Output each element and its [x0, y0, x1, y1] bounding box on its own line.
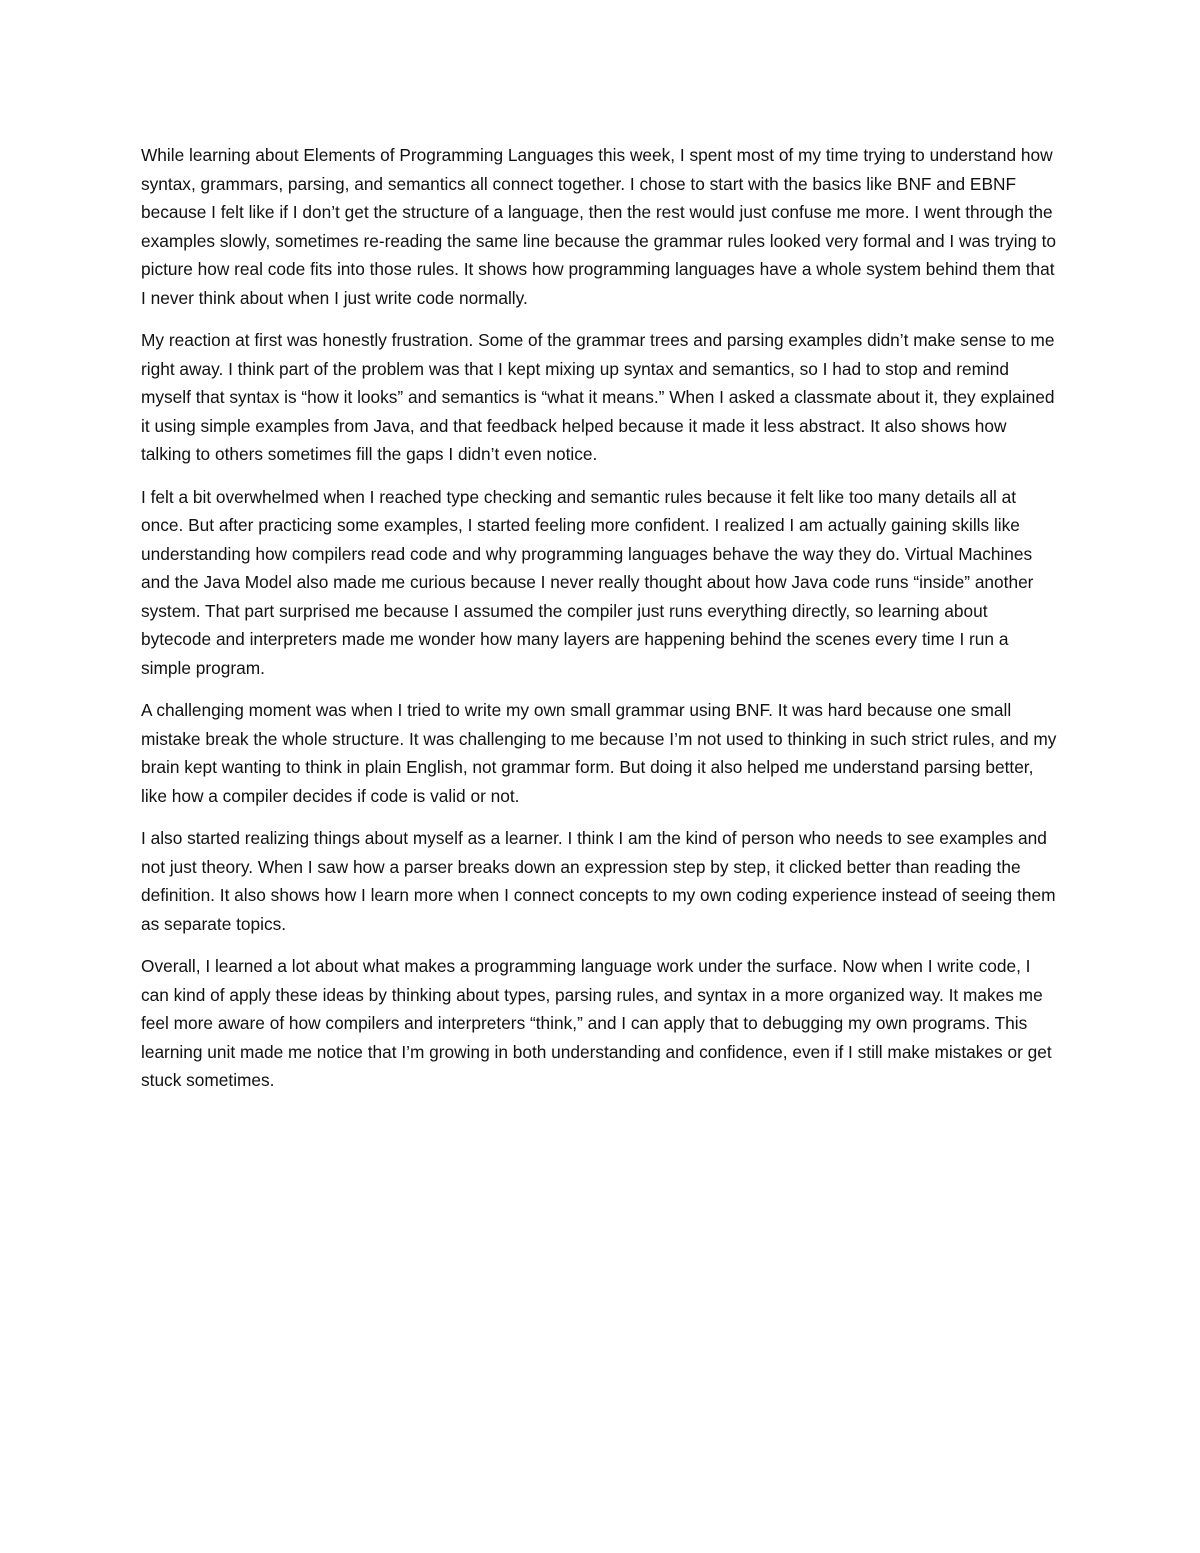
- paragraph-3: I felt a bit overwhelmed when I reached type checking and semantic rules because it felt like too many details all at once. But after practicing some examples, I started feeling more confident. I realized I am actually gaining skills like understanding how compilers read code and why programming languages behave the way they do. Virtual Machines and the Java Model also made me curious because I never really thought about how Java code runs “inside” another system. That part surprised me because I assumed the compiler just runs everything directly, so learning about bytecode and interpreters made me wonder how many layers are happening behind the scenes every time I run a simple program.: [141, 486, 1034, 678]
- paragraph-1: While learning about Elements of Programming Languages this week, I spent most of my time trying to understand how syntax, grammars, parsing, and semantics all connect together. I chose to start with the basics like BNF and EBNF because I felt like if I don’t get the structure of a language, then the rest would just confuse me more. I went through the examples slowly, sometimes re-reading the same line because the grammar rules looked very formal and I was trying to picture how real code fits into those rules. It shows how programming languages have a whole system behind them that I never think about when I just write code normally.: [141, 145, 1057, 308]
- paragraph-5: I also started realizing things about myself as a learner. I think I am the kind of person who needs to see examples and not just theory. When I saw how a parser breaks down an expression step by step, it clicked better than reading the definition. It also shows how I learn more when I connect concepts to my own coding experience instead of seeing them as separate topics.: [141, 828, 1056, 934]
- document-body: [141, 141, 1059, 1095]
- paragraph-4: A challenging moment was when I tried to write my own small grammar using BNF. It was hard because one small mistake break the whole structure. It was challenging to me because I’m not used to thinking in such strict rules, and my brain kept wanting to think in plain English, not grammar form. But doing it also helped me understand parsing better, like how a compiler decides if code is valid or not.: [141, 700, 1057, 806]
- paragraph-2: My reaction at first was honestly frustration. Some of the grammar trees and parsing examples didn’t make sense to me right away. I think part of the problem was that I kept mixing up syntax and semantics, so I had to stop and remind myself that syntax is “how it looks” and semantics is “what it means.” When I asked a classmate about it, they explained it using simple examples from Java, and that feedback helped because it made it less abstract. It also shows how talking to others sometimes fill the gaps I didn’t even notice.: [141, 330, 1055, 464]
- paragraph-6: Overall, I learned a lot about what makes a programming language work under the surface. Now when I write code, I can kind of apply these ideas by thinking about types, parsing rules, and syntax in a more organized way. It makes me feel more aware of how compilers and interpreters “think,” and I can apply that to debugging my own programs. This learning unit made me notice that I’m growing in both understanding and confidence, even if I still make mistakes or get stuck sometimes.: [141, 956, 1052, 1090]
